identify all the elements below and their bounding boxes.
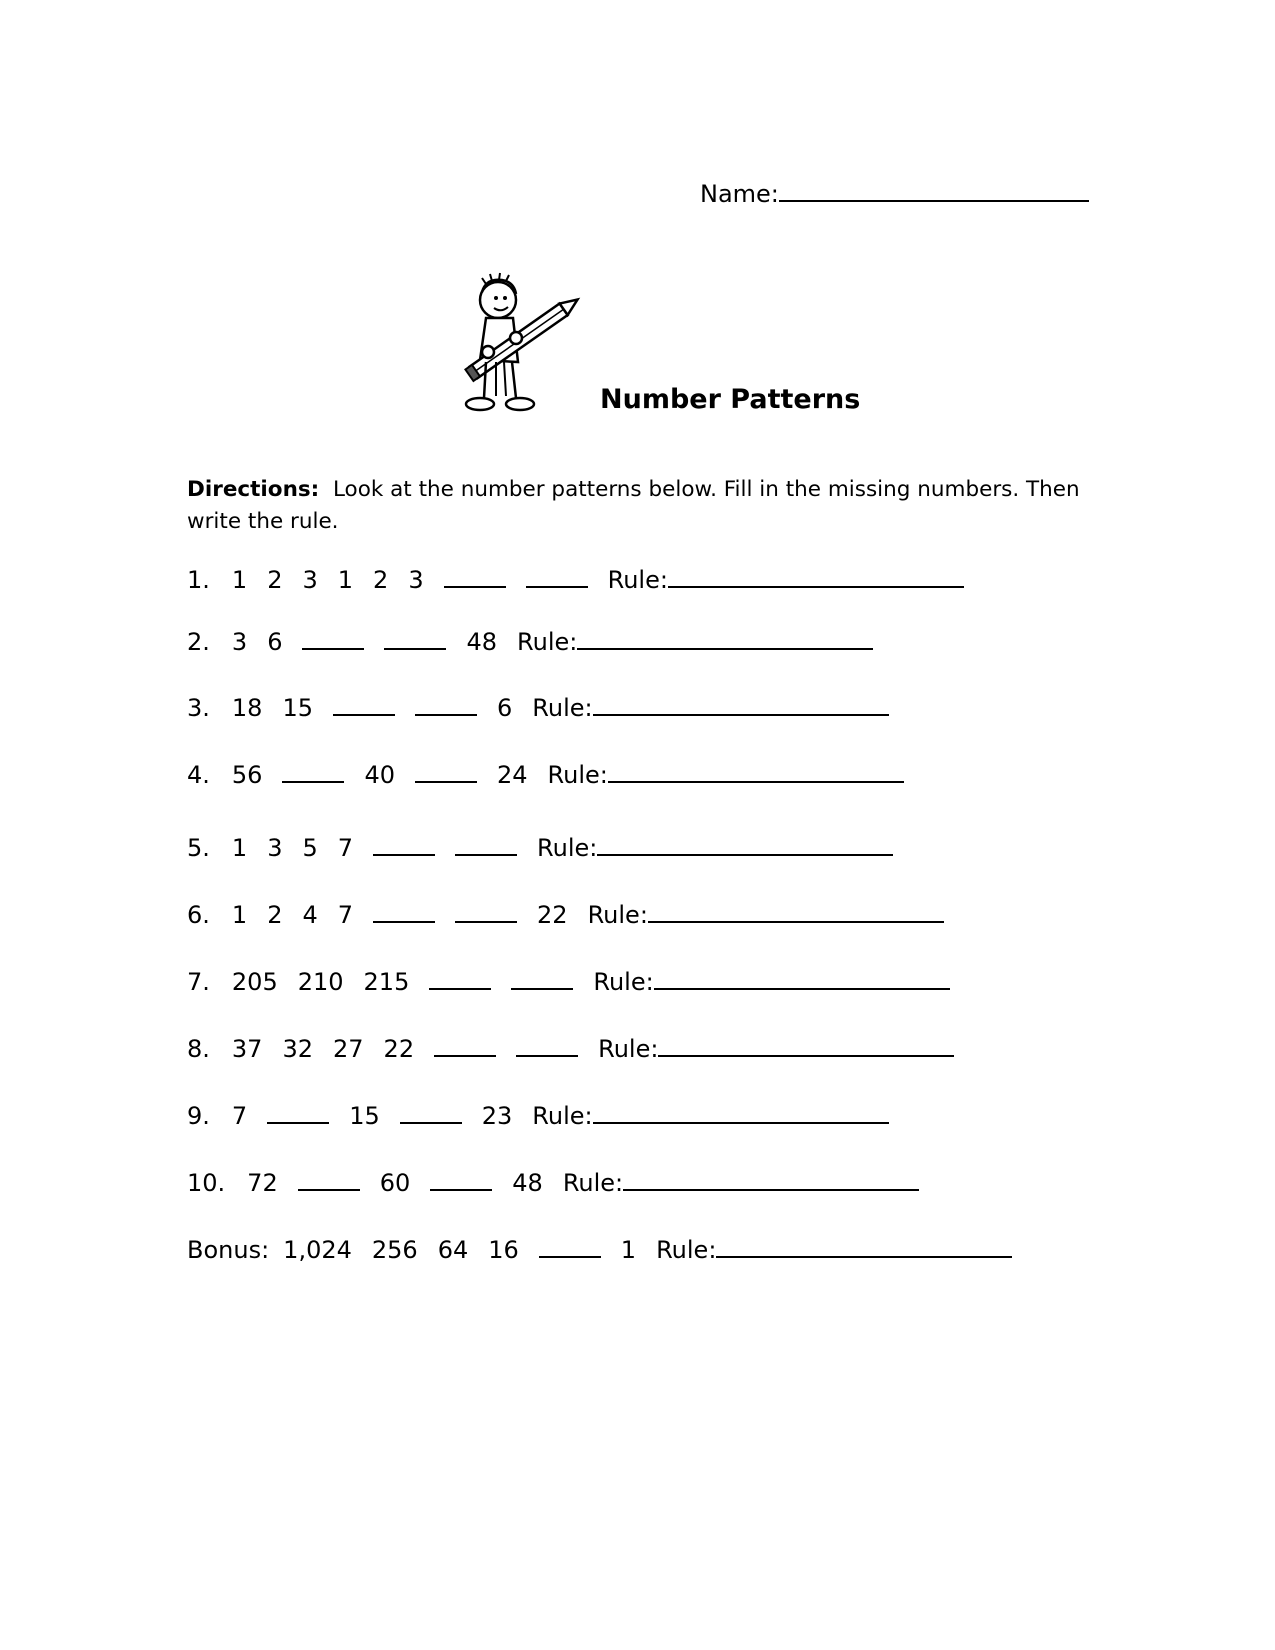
sequence-number: 48 [466, 628, 498, 656]
sequence-number: 5 [302, 834, 318, 862]
problem-row [187, 628, 873, 662]
rule-label: Rule: [532, 1102, 593, 1130]
sequence-number: 210 [297, 968, 344, 996]
problem-number: 6. [187, 901, 210, 929]
problem-number: 4. [187, 761, 210, 789]
rule-blank[interactable] [577, 647, 873, 650]
problem-number: 5. [187, 834, 210, 862]
sequence-number: 2 [267, 566, 283, 594]
problem-row [187, 1035, 954, 1069]
answer-blank[interactable] [384, 647, 446, 650]
sequence-number: 2 [373, 566, 389, 594]
sequence-number: 15 [282, 694, 313, 722]
problem-number: 9. [187, 1102, 210, 1130]
answer-blank[interactable] [455, 853, 517, 856]
problem-row [187, 1169, 919, 1203]
problem-row [187, 834, 893, 868]
answer-blank[interactable] [333, 713, 395, 716]
rule-label: Rule: [547, 761, 608, 789]
sequence-number: 205 [231, 968, 278, 996]
answer-blank[interactable] [298, 1188, 360, 1191]
answer-blank[interactable] [400, 1121, 462, 1124]
rule-label: Rule: [587, 901, 648, 929]
rule-blank[interactable] [648, 920, 944, 923]
directions-text: Look at the number patterns below. Fill in the missing numbers. Then write the rule. [187, 477, 1080, 534]
sequence-number: 37 [231, 1035, 263, 1063]
sequence-number: 3 [231, 628, 248, 656]
problem-number: 3. [187, 694, 210, 722]
sequence-number: 32 [282, 1035, 313, 1063]
rule-label: Rule: [593, 968, 654, 996]
rule-blank[interactable] [654, 987, 950, 990]
sequence-number: 3 [267, 834, 283, 862]
sequence-number: 7 [231, 1102, 248, 1130]
rule-label: Rule: [656, 1236, 717, 1264]
name-blank[interactable] [779, 199, 1089, 202]
problem-row [187, 1102, 889, 1136]
problem-row [187, 694, 889, 728]
problem-number: Bonus: [187, 1236, 270, 1264]
answer-blank[interactable] [302, 647, 364, 650]
problem-number: 10. [187, 1169, 226, 1197]
sequence-number: 7 [337, 834, 354, 862]
rule-label: Rule: [562, 1169, 624, 1197]
rule-blank[interactable] [716, 1255, 1012, 1258]
sequence-number: 24 [497, 761, 528, 789]
name-field[interactable] [700, 180, 1089, 208]
rule-blank[interactable] [593, 1121, 889, 1124]
answer-blank[interactable] [415, 713, 477, 716]
rule-blank[interactable] [597, 853, 893, 856]
sequence-number: 40 [364, 761, 395, 789]
answer-blank[interactable] [373, 920, 435, 923]
sequence-number: 72 [247, 1169, 278, 1197]
sequence-number: 16 [488, 1236, 519, 1264]
problem-row [187, 901, 944, 935]
sequence-number: 2 [267, 901, 283, 929]
sequence-number: 4 [302, 901, 318, 929]
answer-blank[interactable] [429, 987, 491, 990]
sequence-number: 22 [383, 1035, 415, 1063]
answer-blank[interactable] [539, 1255, 601, 1258]
sequence-number: 1 [337, 566, 354, 594]
sequence-number: 22 [537, 901, 568, 929]
problem-number: 8. [187, 1035, 210, 1063]
problem-number: 1. [187, 566, 210, 594]
answer-blank[interactable] [434, 1054, 496, 1057]
sequence-number: 6 [267, 628, 283, 656]
sequence-number: 56 [231, 761, 263, 789]
rule-blank[interactable] [658, 1054, 954, 1057]
answer-blank[interactable] [373, 853, 435, 856]
answer-blank[interactable] [511, 987, 573, 990]
sequence-number: 1 [231, 901, 248, 929]
sequence-number: 18 [231, 694, 263, 722]
sequence-number: 1 [231, 566, 248, 594]
rule-blank[interactable] [623, 1188, 919, 1191]
sequence-number: 60 [379, 1169, 411, 1197]
sequence-number: 1 [620, 1236, 637, 1264]
sequence-number: 3 [302, 566, 318, 594]
sequence-number: 7 [337, 901, 354, 929]
sequence-number: 23 [481, 1102, 513, 1130]
problem-number: 7. [187, 968, 210, 996]
answer-blank[interactable] [444, 585, 506, 588]
sequence-number: 1 [231, 834, 248, 862]
directions [187, 474, 1087, 538]
sequence-number: 64 [437, 1236, 469, 1264]
page-title: Number Patterns [600, 384, 861, 415]
rule-blank[interactable] [608, 780, 904, 783]
boy-with-pencil-clipart [458, 270, 588, 420]
problem-number: 2. [187, 628, 210, 656]
answer-blank[interactable] [455, 920, 517, 923]
problem-row [187, 968, 950, 1002]
rule-label: Rule: [607, 566, 668, 594]
rule-blank[interactable] [668, 585, 964, 588]
sequence-number: 6 [497, 694, 513, 722]
answer-blank[interactable] [267, 1121, 329, 1124]
directions-label: Directions: [187, 477, 320, 502]
problem-row [187, 566, 964, 600]
rule-label: Rule: [517, 628, 578, 656]
answer-blank[interactable] [282, 780, 344, 783]
answer-blank[interactable] [516, 1054, 578, 1057]
rule-label: Rule: [532, 694, 593, 722]
rule-blank[interactable] [593, 713, 889, 716]
answer-blank[interactable] [526, 585, 588, 588]
rule-label: Rule: [537, 834, 598, 862]
sequence-number: 15 [349, 1102, 380, 1130]
sequence-number: 1,024 [283, 1236, 352, 1264]
answer-blank[interactable] [415, 780, 477, 783]
name-label: Name: [700, 180, 779, 208]
rule-label: Rule: [598, 1035, 659, 1063]
sequence-number: 3 [408, 566, 424, 594]
sequence-number: 256 [371, 1236, 418, 1264]
problem-row [187, 761, 904, 795]
problem-row [187, 1236, 1012, 1270]
answer-blank[interactable] [430, 1188, 492, 1191]
sequence-number: 27 [333, 1035, 364, 1063]
sequence-number: 48 [512, 1169, 543, 1197]
sequence-number: 215 [363, 968, 410, 996]
